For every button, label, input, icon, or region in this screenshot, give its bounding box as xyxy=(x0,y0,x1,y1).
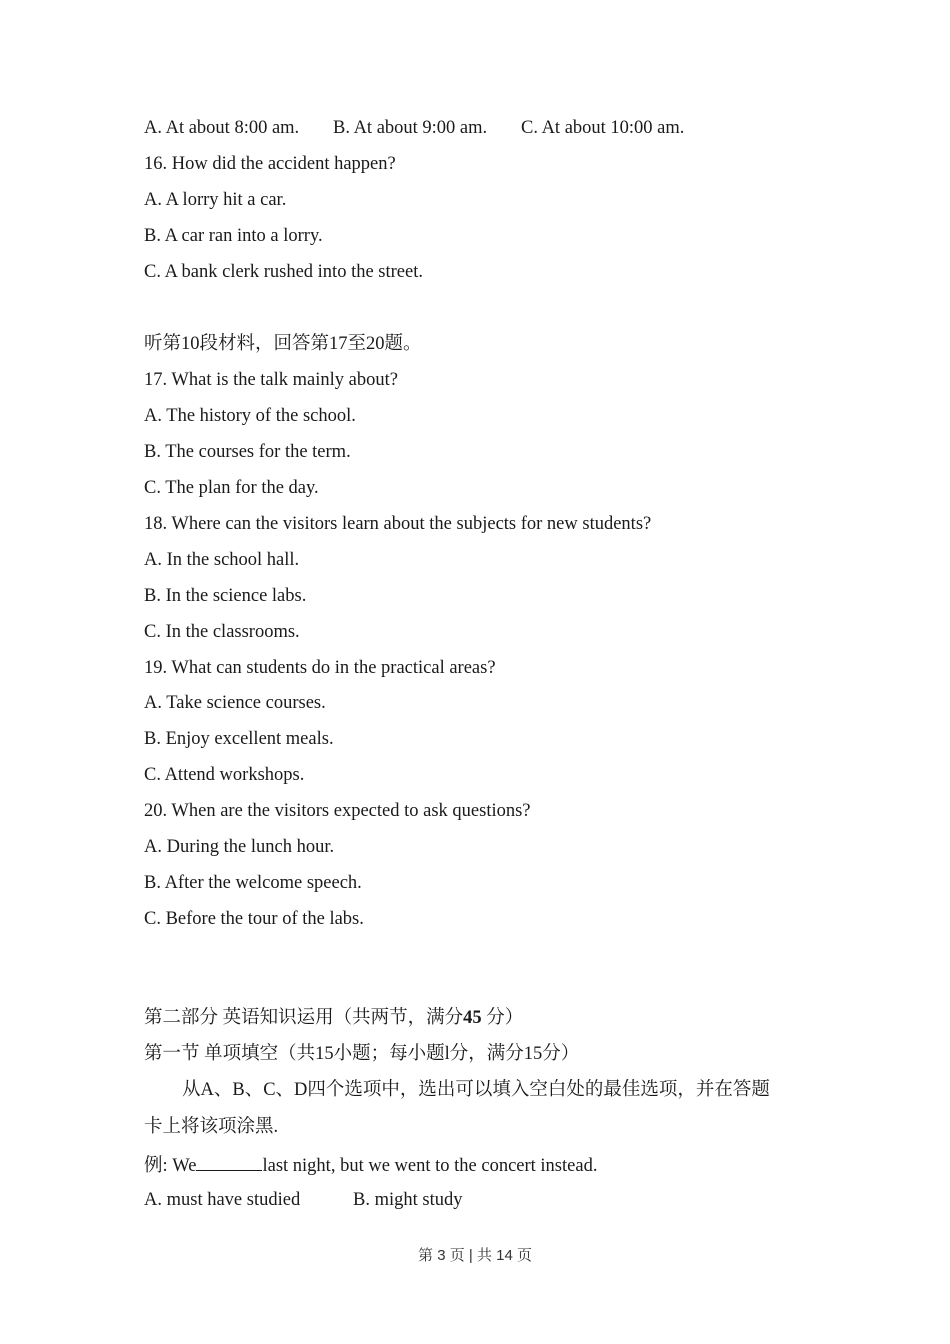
instruction-line-2: 卡上将该项涂黑. xyxy=(144,1117,279,1137)
part2-heading-prefix: 第二部分 英语知识运用（共两节，满分 xyxy=(144,1008,464,1028)
part2-heading-suffix: 分） xyxy=(486,1008,524,1028)
q17-option-b: B. The courses for the term. xyxy=(144,442,351,462)
q19-option-c: C. Attend workshops. xyxy=(144,765,305,785)
example-option-a: A. must have studied xyxy=(144,1190,301,1210)
q15-option-a: A. At about 8:00 am. xyxy=(144,118,300,138)
section1-heading: 第一节 单项填空（共15小题；每小题l分，满分15分） xyxy=(144,1044,580,1064)
q20-option-c: C. Before the tour of the labs. xyxy=(144,909,364,929)
example-blank xyxy=(196,1153,262,1171)
part2-heading xyxy=(144,1007,523,1029)
q16-option-c: C. A bank clerk rushed into the street. xyxy=(144,262,423,282)
q15-option-b: B. At about 9:00 am. xyxy=(333,118,488,138)
q18-question: 18. Where can the visitors learn about the subjects for new students? xyxy=(144,514,652,534)
example-prefix: 例: We xyxy=(144,1156,197,1176)
q15-option-c: C. At about 10:00 am. xyxy=(521,118,685,138)
q16-option-a: A. A lorry hit a car. xyxy=(144,190,287,210)
q20-option-a: A. During the lunch hour. xyxy=(144,837,335,857)
q17-option-c: C. The plan for the day. xyxy=(144,478,319,498)
part2-heading-score: 45 xyxy=(463,1008,482,1028)
q19-option-a: A. Take science courses. xyxy=(144,693,326,713)
example-sentence xyxy=(144,1153,597,1177)
q19-question: 19. What can students do in the practical areas? xyxy=(144,658,496,678)
q20-option-b: B. After the welcome speech. xyxy=(144,873,362,893)
section10-instruction: 听第10段材料，回答第17至20题。 xyxy=(144,334,422,354)
example-suffix: last night, but we went to the concert instead. xyxy=(262,1156,598,1176)
q18-option-c: C. In the classrooms. xyxy=(144,622,300,642)
q19-option-b: B. Enjoy excellent meals. xyxy=(144,729,334,749)
q16-option-b: B. A car ran into a lorry. xyxy=(144,226,323,246)
q17-question: 17. What is the talk mainly about? xyxy=(144,370,398,390)
q16-question: 16. How did the accident happen? xyxy=(144,154,396,174)
instruction-line-1: 从A、B、C、D四个选项中，选出可以填入空白处的最佳选项，并在答题 xyxy=(182,1080,770,1100)
example-option-b: B. might study xyxy=(353,1190,463,1210)
page-footer: 第 3 页 | 共 14 页 xyxy=(418,1247,532,1264)
q20-question: 20. When are the visitors expected to ask questions? xyxy=(144,801,531,821)
q18-option-b: B. In the science labs. xyxy=(144,586,307,606)
q18-option-a: A. In the school hall. xyxy=(144,550,300,570)
q17-option-a: A. The history of the school. xyxy=(144,406,356,426)
